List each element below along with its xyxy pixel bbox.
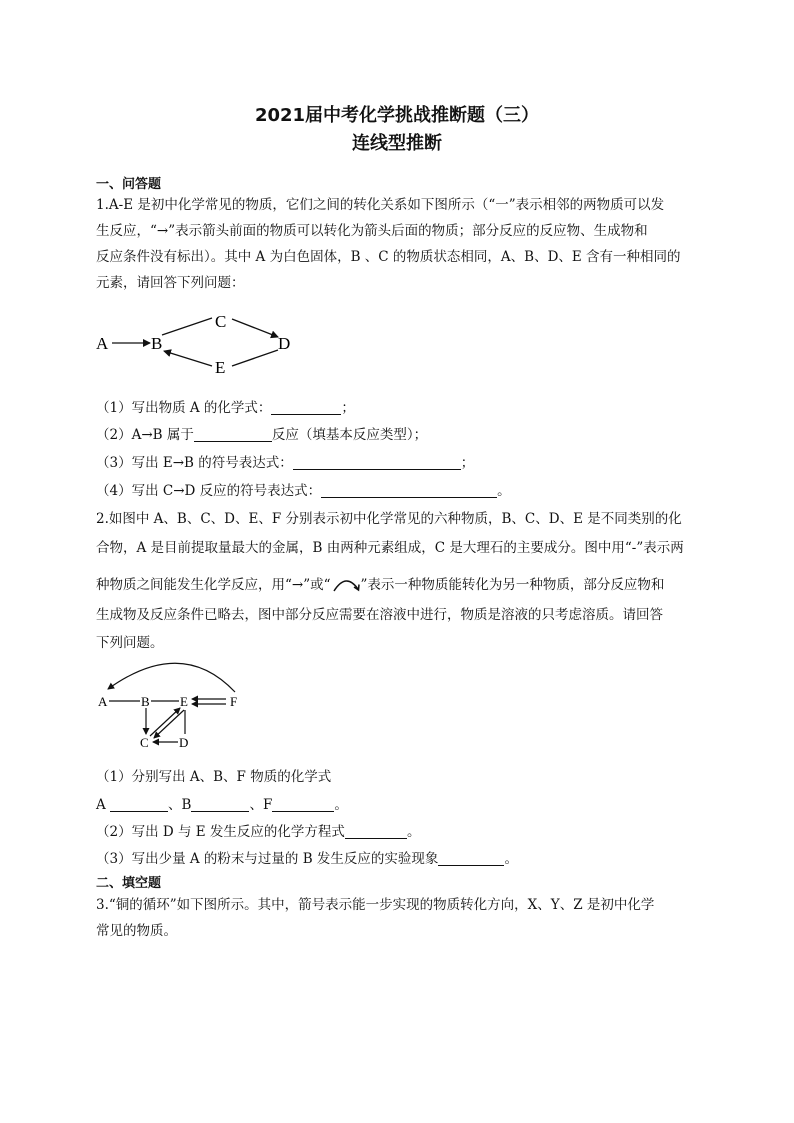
q2-stem-line-3-b: ”表示一种物质能转化为另一种物质，部分反应物和 [360, 577, 665, 593]
q3-stem-line-1: 3.“铜的循环”如下图所示。其中，箭号表示能一步实现的物质转化方向，X、Y、Z 是初中化学 [96, 897, 655, 913]
q2-sub-3-text: （3）写出少量 A 的粉末与过量的 B 发生反应的实验现象 [96, 851, 439, 867]
q2-node-d: D [179, 735, 189, 750]
q1-sub-2-blank[interactable] [194, 427, 272, 442]
q1-stem-line-4: 元素，请回答下列问题： [96, 275, 245, 291]
q1-arrow-e-to-b [164, 351, 212, 366]
q1-sub-2 [96, 423, 706, 443]
q2-answer-f-label: 、F [249, 797, 273, 813]
q1-node-b: B [151, 334, 163, 353]
q1-sub-2-text: （2）A→B 属于 [96, 427, 194, 443]
q2-answer-end: 。 [334, 797, 348, 813]
q2-answer-b-blank[interactable] [191, 797, 249, 812]
q2-stem-line-3 [96, 573, 706, 593]
q2-answer-f-blank[interactable] [272, 797, 334, 812]
q2-stem-line-2: 合物，A 是目前提取量最大的金属，B 由两种元素组成，C 是大理石的主要成分。图中用“-”表示两 [96, 540, 684, 556]
q2-sub-2-end: 。 [406, 824, 421, 840]
q1-line-d-e [232, 350, 278, 366]
section-heading-fill: 二、填空题 [96, 876, 162, 891]
q2-arrow-e-to-c [154, 710, 184, 738]
q2-node-e: E [180, 694, 188, 709]
q2-answer-b-label: 、B [168, 797, 192, 813]
q2-node-c: C [140, 735, 149, 750]
q2-sub-1-answers [96, 793, 706, 813]
q2-node-b: B [141, 694, 150, 709]
q2-stem-line-1: 2.如图中 A、B、C、D、E、F 分别表示初中化学常见的六种物质，B、C、D、E 是不同类别的化 [96, 511, 682, 527]
q2-relation-diagram [92, 654, 252, 754]
q1-relation-diagram [90, 306, 310, 380]
q1-node-e: E [215, 358, 226, 377]
section-heading-qa: 一、问答题 [96, 177, 162, 192]
q3-stem-line-2: 常见的物质。 [96, 923, 177, 939]
q1-sub-4 [96, 479, 706, 499]
q1-sub-1-blank[interactable] [271, 400, 341, 415]
q1-sub-4-end: 。 [497, 483, 511, 499]
q2-sub-2-text: （2）写出 D 与 E 发生反应的化学方程式 [96, 824, 345, 840]
q2-node-a: A [98, 694, 108, 709]
q2-stem-line-3-a: 种物质之间能发生化学反应，用“→”或“ [96, 577, 331, 593]
q1-sub-1 [96, 396, 706, 416]
q2-answer-a-label: A [96, 797, 106, 813]
q1-line-b-c [162, 318, 212, 335]
curved-arrow-icon [331, 575, 361, 593]
q1-sub-1-text: （1）写出物质 A 的化学式： [96, 400, 272, 416]
q2-sub-3-end: 。 [504, 851, 518, 867]
document-title: 2021届中考化学挑战推断题（三） [254, 105, 540, 126]
q1-sub-1-end: ； [341, 400, 355, 416]
q2-sub-3-blank[interactable] [438, 851, 504, 866]
q1-stem-line-3: 反应条件没有标出）。其中 A 为白色固体，B 、C 的物质状态相同，A、B、D、E 含有一种相同的 [96, 249, 681, 265]
q1-sub-3 [96, 451, 706, 471]
q2-sub-3 [96, 847, 706, 867]
q2-stem-line-4: 生成物及反应条件已略去，图中部分反应需要在溶液中进行，物质是溶液的只考虑溶质。请回答 [96, 607, 663, 623]
q2-sub-2-blank[interactable] [345, 824, 407, 839]
q1-sub-3-blank[interactable] [293, 455, 461, 470]
q1-stem-line-1: 1.A-E 是初中化学常见的物质，它们之间的转化关系如下图所示（“一”表示相邻的两物质可以发 [96, 197, 665, 213]
q2-answer-a-blank[interactable] [110, 797, 168, 812]
q2-sub-2 [96, 820, 706, 840]
q1-node-c: C [215, 312, 227, 331]
q2-node-f: F [230, 694, 238, 709]
q1-sub-4-text: （4）写出 C→D 反应的符号表达式： [96, 483, 322, 499]
q2-arrow-f-to-a [108, 663, 235, 692]
q1-node-d: D [278, 334, 291, 353]
q2-sub-1: （1）分别写出 A、B、F 物质的化学式 [96, 769, 332, 785]
q1-node-a: A [96, 334, 109, 353]
q2-arrow-c-to-e [150, 708, 180, 736]
q1-sub-2-end: 反应（填基本反应类型）； [271, 427, 428, 443]
q2-stem-line-5: 下列问题。 [96, 635, 164, 651]
q1-sub-3-end: ； [460, 455, 475, 471]
q1-stem-line-2: 生反应，“→”表示箭头前面的物质可以转化为箭头后面的物质；部分反应的反应物、生成物和 [96, 223, 648, 239]
q1-arrow-c-to-d [232, 319, 278, 337]
q1-sub-3-text: （3）写出 E→B 的符号表达式： [96, 455, 293, 471]
document-subtitle: 连线型推断 [352, 133, 442, 154]
q1-sub-4-blank[interactable] [321, 483, 497, 498]
